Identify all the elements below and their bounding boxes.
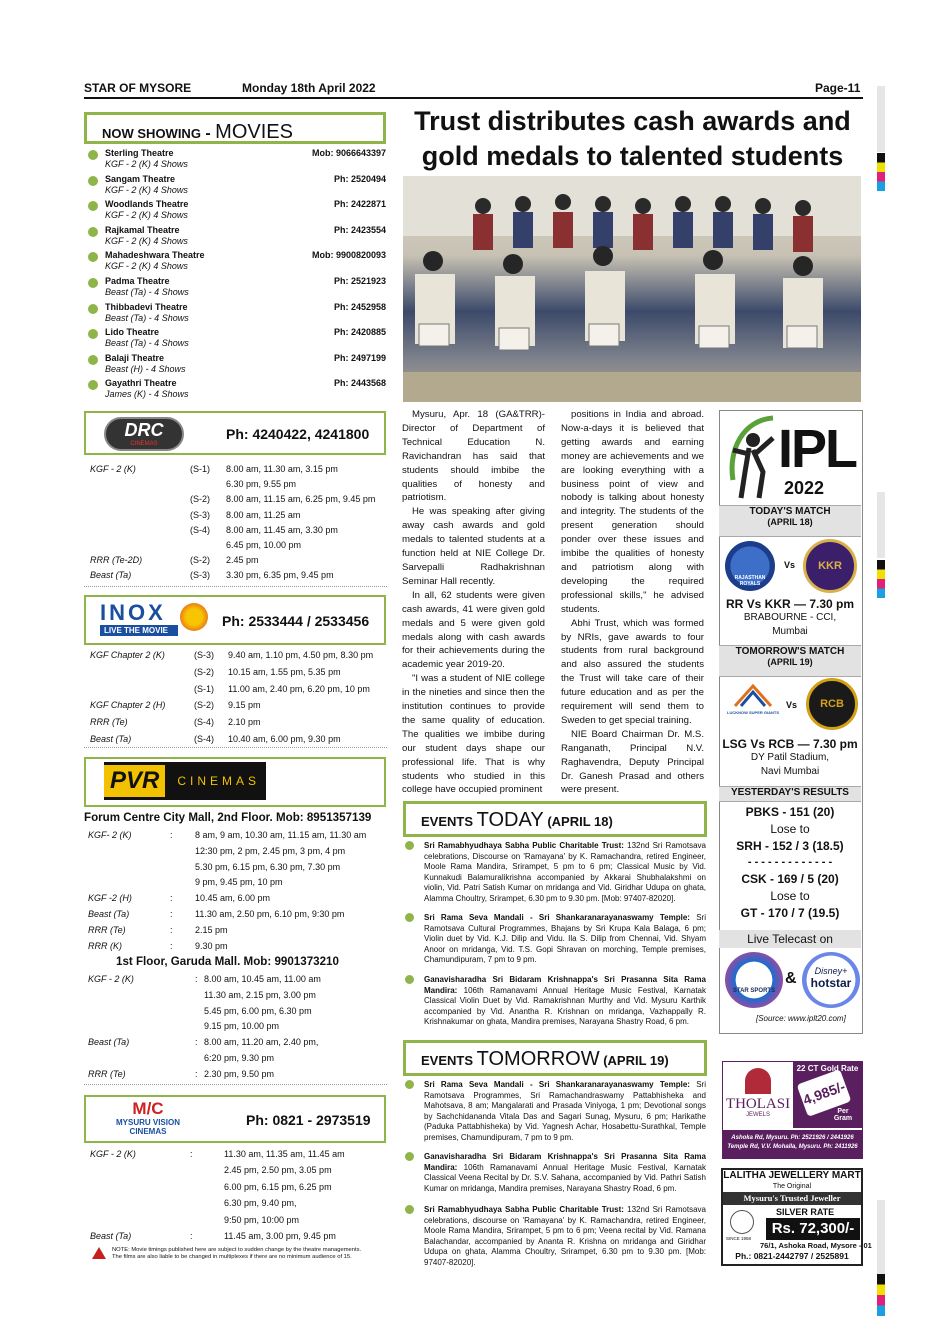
event-item [424, 975, 706, 1028]
film-name: RRR (Te) [90, 717, 128, 728]
show-times: 10.40 am, 6.00 pm, 9.30 pm [228, 734, 341, 744]
schedule-row [90, 1163, 380, 1179]
bullet-icon [88, 227, 98, 237]
inox-sun-icon [180, 603, 208, 631]
tholasi-address: Ashoka Rd, Mysuru. Ph: 2521926 / 2441926 Temple Rd, V.V. Mohalla, Mysuru. Ph: 2411926 [723, 1130, 862, 1158]
theatre-phone: Ph: 2452958 [333, 301, 386, 312]
separator [84, 747, 387, 748]
schedule-row [88, 988, 378, 1004]
bullet-icon [88, 304, 98, 314]
article-paragraph: He was speaking after giving away cash awards and gold medals to talented students at a function held at NIE College Dr. Sarvepalli Radhakrishnan Seminar Hall recently. [402, 506, 545, 587]
inox-phone: Ph: 2533444 / 2533456 [222, 613, 370, 629]
separator-colon: : [190, 1149, 193, 1159]
award-photo-illustration [403, 176, 861, 402]
hotstar-logo: Disney+ hotstar [802, 952, 860, 1008]
theatre-entry [88, 353, 388, 377]
result-line-5: Lose to [770, 889, 810, 903]
theatre-name: Gayathri Theatre [105, 378, 177, 389]
color-registration-strip [877, 153, 885, 191]
theatre-phone: Mob: 9900820093 [311, 250, 386, 261]
vs-label: Vs [786, 700, 798, 710]
theatre-show: KGF - 2 (K) 4 Shows [105, 210, 188, 221]
show-times: 2.15 pm [195, 924, 228, 935]
show-times: 6.45 pm, 10.00 pm [226, 540, 302, 550]
today-match-band: TODAY'S MATCH (APRIL 18) [719, 505, 861, 537]
schedule-row [88, 828, 378, 844]
tomorrow-match-band: TOMORROW'S MATCH (APRIL 19) [719, 645, 861, 677]
theatre-name: Mahadeshwara Theatre [105, 250, 205, 261]
event-item [424, 1080, 706, 1144]
kkr-logo: KKR [803, 539, 857, 593]
theatre-entry [88, 174, 388, 198]
theatre-entry [88, 250, 388, 274]
bullet-icon [405, 1152, 414, 1161]
drc-logo: DRC CINEMAS [104, 417, 184, 451]
ampersand: & [785, 970, 797, 987]
rr-logo: RAJASTHAN ROYALS [725, 541, 775, 591]
theatre-phone: Ph: 2423554 [333, 224, 386, 235]
bullet-icon [405, 1080, 414, 1089]
article-paragraph: Mysuru, Apr. 18 (GA&TRR)- Director of Department of Technical Education N. Ravichandran has said that students should imbibe the qualities of honesty and patriotism. [402, 409, 545, 504]
venue1-line2: Mumbai [772, 626, 808, 637]
page-number: Page-11 [815, 81, 861, 95]
separator-colon: : [190, 1231, 193, 1241]
separator-colon: : [170, 893, 173, 904]
event-organiser: Sri Ramabhyudhaya Sabha Public Charitable Trust: [424, 841, 624, 850]
article-column-1 [402, 408, 545, 797]
tholasi-logo: THOLASI JEWELS [723, 1062, 793, 1128]
venue2-line2: Navi Mumbai [760, 766, 820, 777]
result-line-4: CSK - 169 / 5 (20) [741, 872, 839, 886]
lalitha-trusted: Mysuru's Trusted Jeweller [723, 1192, 861, 1205]
lalitha-silver: SILVER RATE [776, 1207, 835, 1217]
separator [84, 1084, 387, 1085]
show-times: 6.00 pm, 6.15 pm, 6.25 pm [224, 1181, 332, 1192]
show-times: 12:30 pm, 2 pm, 2.45 pm, 3 pm, 4 pm [195, 845, 346, 856]
show-times: 8.00 am, 11.30 am, 3.15 pm [226, 464, 338, 474]
show-times: 5.30 pm, 6.15 pm, 6.30 pm, 7.30 pm [195, 861, 341, 872]
show-times: 9.15 pm [228, 700, 261, 711]
timings-note: NOTE: Movie timings published here are subject to sudden change by the theatre managements. The films are also liable to be changed in multiplexes if there are no minimum audience of 15. [112, 1247, 362, 1260]
separator-colon: : [195, 1068, 198, 1079]
bullet-icon [88, 329, 98, 339]
show-times: 6:20 pm, 9.30 pm [204, 1053, 275, 1063]
schedule-row [90, 477, 380, 492]
separator-colon: : [195, 1037, 198, 1048]
event-details: 106th Ramanavami Annual Heritage Music Festival, Karnatak Classical Violin Duet by Vid. Ramakrishnan Murthy and Vid. Mysuru Karthik accompanied by Vid. Anantha R. Krishnan on mridanga, Vazhappally R. Krishnakumar on ghata, Mandira premises, Narayana Shastry Road, 6 pm. [424, 985, 706, 1027]
lalitha-emblem-icon [730, 1210, 754, 1234]
film-name: KGF - 2 (K) [88, 974, 134, 984]
inox-logo: INOX LIVE THE MOVIE [100, 601, 212, 639]
pvr-garuda-address: 1st Floor, Garuda Mall. Mob: 9901373210 [116, 955, 339, 968]
film-name: RRR (Te-2D) [90, 555, 143, 566]
article-paragraph: positions in India and abroad. Now-a-days it is believed that getting awards and earning money are achievements and we are looking everything with a business point of view and nobody is talking about honesty and integrity. The students of the present generation should ponder over these issues and imbibe the qualities of honesty and patriotism along with developing the required professional skills," he advised students. [561, 409, 704, 615]
ipl-logo-icon [723, 410, 785, 502]
lalitha-address: 76/1, Ashoka Road, Mysore - 01 [760, 1241, 872, 1250]
bullet-icon [405, 841, 414, 850]
theatre-show: KGF - 2 (K) 4 Shows [105, 261, 188, 272]
article-paragraph: "I was a student of NIE college in the nineties and since then the institution continues to provide the same quality of education. The qualities we imbibe during our student days shape our professional life. That is why students who studied in this college have occupied prominent [402, 673, 545, 796]
lsg-logo: LUCKNOW SUPER GIANTS [725, 680, 781, 730]
schedule-row [90, 523, 380, 538]
events-tomorrow-title: EVENTS TOMORROW (APRIL 19) [421, 1048, 669, 1070]
theatre-name: Sangam Theatre [105, 173, 176, 184]
show-times: 2.45 pm [226, 555, 259, 566]
show-times: 11.45 am, 3.00 pm, 9.45 pm [224, 1231, 336, 1241]
schedule-row [88, 1035, 378, 1051]
show-times: 2.45 pm, 2.50 pm, 3.05 pm [224, 1165, 332, 1176]
yesterday-results-band: YESTERDAY'S RESULTS [719, 786, 861, 802]
schedule-row [88, 923, 378, 939]
ipl-year: 2022 [784, 478, 825, 498]
show-times: 8.00 am, 11.15 am, 6.25 pm, 9.45 pm [226, 494, 376, 505]
show-times: 8.00 am, 11.25 am [226, 509, 301, 520]
schedule-row [90, 1147, 380, 1163]
theatre-phone: Ph: 2521923 [333, 276, 386, 286]
show-times: 6.30 pm, 9.40 pm, [224, 1198, 297, 1209]
article-headline: Trust distributes cash awards and gold medals to talented students [414, 106, 851, 171]
show-times: 11.00 am, 2.40 pm, 6.20 pm, 10 pm [228, 683, 370, 694]
event-item [424, 1205, 706, 1269]
theatre-show: James (K) - 4 Shows [105, 389, 189, 400]
event-organiser: Sri Rama Seva Mandali - Sri Shankaranarayanaswamy Temple: [424, 1080, 690, 1089]
article-paragraph: In all, 62 students were given cash awards, 41 were given gold medals and 5 were given gold medals along with cash awards for their achievements during the academic year 2019-20. [402, 589, 545, 671]
event-item [424, 841, 706, 905]
film-name: Beast (Ta) [88, 909, 130, 919]
color-registration-strip [877, 1274, 885, 1316]
bullet-icon [405, 913, 414, 922]
schedule-row [90, 648, 380, 665]
schedule-row [90, 682, 380, 699]
theatre-name: Woodlands Theatre [105, 199, 189, 210]
show-times: 10.15 am, 1.55 pm, 5.35 pm [228, 666, 341, 677]
result-line-6: GT - 170 / 7 (19.5) [740, 906, 840, 920]
separator-colon: : [170, 924, 173, 935]
event-details: 106th Ramanavami Annual Heritage Music Festival, Karnatak Classical Veena Recital by Dr. S.V. Sahana, accompanied by Vid. Pathri Satish Kumar on mridanga, Mandira premises, Narayana Shastry Road, 6 pm. [424, 1162, 706, 1193]
theatre-name: Lido Theatre [105, 327, 160, 338]
bullet-icon [405, 975, 414, 984]
lalitha-price: Rs. 72,300/- [766, 1218, 860, 1240]
theatre-name: Sterling Theatre [105, 148, 174, 158]
events-today-title: EVENTS TODAY (APRIL 18) [421, 809, 613, 831]
grey-registration-bar [877, 492, 885, 558]
bullet-icon [88, 355, 98, 365]
theatre-show: KGF - 2 (K) 4 Shows [105, 159, 188, 169]
match1-text: RR Vs KKR — 7.30 pm [725, 597, 855, 611]
lalitha-name: LALITHA JEWELLERY MART [723, 1170, 861, 1181]
theatre-phone: Ph: 2422871 [333, 199, 386, 210]
pvr-forum-address: Forum Centre City Mall, 2nd Floor. Mob: 8951357139 [84, 811, 372, 824]
theatre-show: Beast (Ta) - 4 Shows [105, 287, 189, 297]
theatre-name: Thibbadevi Theatre [105, 301, 188, 312]
schedule-row [90, 492, 380, 507]
venue1-line1: BRABOURNE - CCI, [743, 612, 837, 623]
film-name: RRR (Te) [88, 1068, 126, 1079]
show-times: 9.30 pm [195, 940, 228, 951]
screen-number: (S-2) [194, 666, 214, 677]
event-details: 132nd Sri Ramotsava celebrations, Discourse on 'Ramayana' by K. Ramachandra, retired Engineer, Moole Rama Mandira, Srirampet, 5 pm to 6 pm; Classical Music by Vid. Kunnakudi Balamuralikrishna accompanied by Akkarai Shubhalakshmi on violin, Vid. Patri Satish Kumar on mridanga and Vid. Giridhar Udupa on ghata, Alamma Choultry, Srirampet, 6.30 pm to 9.30 pm. [Mob: 97407-82020]. [424, 841, 706, 903]
schedule-row [90, 698, 380, 715]
schedule-row [88, 1051, 378, 1067]
screen-number: (S-2) [190, 555, 210, 566]
show-times: 11.30 am, 11.35 am, 11.45 am [224, 1149, 345, 1159]
theatre-entry [88, 276, 388, 300]
show-times: 9 pm, 9.45 pm, 10 pm [195, 877, 283, 888]
result-line-1: PBKS - 151 (20) [745, 805, 835, 819]
event-organiser: Sri Ramabhyudhaya Sabha Public Charitable Trust: [424, 1205, 624, 1214]
show-times: 2.10 pm [228, 717, 261, 728]
separator-colon: : [170, 940, 173, 951]
header-rule [84, 97, 863, 99]
film-name: RRR (Te) [88, 924, 126, 935]
schedule-row [88, 1004, 378, 1020]
screen-number: (S-1) [194, 683, 214, 694]
schedule-row [88, 907, 378, 923]
bullet-icon [88, 278, 98, 288]
article-paragraph: Abhi Trust, which was formed by NRIs, gave awards to four students from rural background and also assured the students the Trust will take care of their future education and as per the requirement will send them to Sweden to get special training. [561, 617, 704, 726]
lalitha-original: The Original [772, 1183, 812, 1190]
show-times: 11.30 am, 2.15 pm, 3.00 pm [204, 989, 316, 1000]
theatre-name: Rajkamal Theatre [105, 224, 180, 235]
drc-phone: Ph: 4240422, 4241800 [226, 426, 370, 442]
theatre-phone: Ph: 2420885 [333, 327, 386, 338]
award-photo [403, 176, 861, 402]
schedule-row [90, 715, 380, 732]
bullet-icon [88, 380, 98, 390]
screen-number: (S-4) [190, 524, 210, 535]
schedule-row [88, 891, 378, 907]
screen-number: (S-2) [190, 494, 210, 505]
theatre-entry [88, 225, 388, 249]
show-times: 8 am, 9 am, 10.30 am, 11.15 am, 11.30 am [195, 830, 367, 840]
film-name: Beast (Ta) [88, 1037, 130, 1048]
now-showing-label: NOW SHOWING - MOVIES [102, 121, 293, 143]
show-times: 8.00 am, 11.20 am, 2.40 pm, [204, 1037, 319, 1048]
theatre-entry [88, 327, 388, 351]
film-name: Beast (Ta) [90, 734, 132, 744]
result-divider: - - - - - - - - - - - - - [747, 856, 833, 868]
schedule-row [90, 538, 380, 553]
screen-number: (S-3) [190, 570, 210, 581]
schedule-row [90, 462, 380, 477]
rcb-logo: RCB [806, 678, 858, 730]
ipl-logo-text: IPL [778, 419, 857, 479]
show-times: 9.40 am, 1.10 pm, 4.50 pm, 8.30 pm [228, 650, 374, 660]
schedule-row [88, 844, 378, 860]
event-organiser: Ganavisharadha Sri Bidaram Krishnappa's Sri Prasanna Sita Rama Mandira: [424, 975, 706, 995]
show-times: 8.00 am, 10.45 am, 11.00 am [204, 974, 321, 984]
schedule-row [90, 568, 380, 583]
vs-label: Vs [784, 560, 796, 570]
screen-number: (S-3) [190, 509, 210, 520]
film-name: Beast (Ta) [90, 1231, 132, 1241]
schedule-row [88, 939, 378, 955]
screen-number: (S-4) [194, 717, 214, 728]
separator-colon: : [170, 909, 173, 919]
bullet-icon [88, 150, 98, 160]
screen-number: (S-2) [194, 700, 214, 711]
event-organiser: Sri Rama Seva Mandali - Sri Shankaranarayanaswamy Temple: [424, 913, 690, 922]
bullet-icon [88, 176, 98, 186]
result-line-2: Lose to [770, 822, 810, 836]
show-times: 8.00 am, 11.45 am, 3.30 pm [226, 524, 338, 535]
schedule-row [88, 1019, 378, 1035]
separator-colon: : [195, 974, 198, 984]
theatre-entry [88, 302, 388, 326]
schedule-row [90, 1213, 380, 1229]
theatre-show: Beast (Ta) - 4 Shows [105, 312, 189, 323]
film-name: KGF Chapter 2 (K) [90, 650, 165, 660]
bullet-icon [88, 252, 98, 262]
tholasi-rate-panel: 22 CT Gold Rate 4,985/- Per Gram [793, 1062, 862, 1128]
event-details: Sri Ramotsava Cultural Programmes, Bhajans by Sri Krupa Kala Balaga, 6 pm; Violin duet by Vid. K.J. Dilip and Vidu. Ila S. Dilip from Chennai, Vid. Shyam Anoor on mridanga, Vid. T.S. Gopi Shravan on morching, Temple premises, Chamundipuram, 7 pm to 9 pm. [424, 913, 707, 965]
lalitha-phone: Ph.: 0821-2442797 / 2525891 [735, 1251, 849, 1261]
theatre-show: Beast (Ta) - 4 Shows [105, 338, 189, 349]
bullet-icon [88, 201, 98, 211]
theatre-show: KGF - 2 (K) 4 Shows [105, 184, 188, 195]
lalitha-since: SINCE 1958 [726, 1236, 752, 1241]
tholasi-price-tag: 4,985/- [797, 1069, 852, 1117]
event-organiser: Ganavisharadha Sri Bidaram Krishnappa's Sri Prasanna Sita Rama Mandira: [424, 1152, 706, 1172]
schedule-row [90, 665, 380, 682]
show-times: 5.45 pm, 6.00 pm, 6.30 pm [204, 1005, 312, 1016]
schedule-row [90, 1229, 380, 1245]
screen-number: (S-1) [190, 464, 210, 474]
paper-name: STAR OF MYSORE [84, 81, 192, 95]
show-times: 9:50 pm, 10:00 pm [224, 1214, 300, 1225]
film-name: KGF -2 (H) [88, 893, 132, 904]
theatre-entry [88, 378, 388, 402]
grey-registration-bar [877, 86, 885, 152]
separator-colon: : [170, 830, 173, 840]
theatre-entry [88, 199, 388, 223]
screen-number: (S-4) [194, 734, 214, 744]
bullet-icon [405, 1205, 414, 1214]
venue2-line1: DY Patil Stadium, [750, 752, 830, 763]
mysuru-logo: M/C MYSURU VISION CINEMAS [115, 1099, 180, 1136]
show-times: 6.30 pm, 9.55 pm [226, 479, 297, 490]
article-paragraph: NIE Board Chairman Dr. M.S. Ranganath, Principal N.V. Raghavendra, Deputy Principal Dr. Ganesh Prasad and others were present. [561, 728, 704, 796]
ipl-source: [Source: www.iplt20.com] [756, 1014, 846, 1023]
color-registration-strip [877, 560, 885, 598]
event-item [424, 1152, 706, 1194]
show-times: 10.45 am, 6.00 pm [195, 893, 271, 904]
event-details: 132nd Sri Ramotsava celebrations, discourse on 'Ramayana' by K. Ramachandra, retired Engineer, Moole Rama Mandira, Srirampet, 5 pm to 6 pm; Veena recital by Vid. Ramana Balachandar, accompanied by Ananta R. Krishna on mridanga and Giridhar Udupa on ghata, Alamma Choultry, Srirampet, 6.30 pm to 9.30 pm. [Mob: 97407-82020]. [424, 1205, 706, 1267]
show-times: 9.15 pm, 10.00 pm [204, 1021, 280, 1032]
show-times: 2.30 pm, 9.50 pm [204, 1068, 275, 1079]
event-details: Sri Ramotsava Programmes, Sri Ramachandraswamy Pattabhisheka and Mahotsava, 8 am; Mangalarati and Prasada Viniyoga, 1 pm; Devotional songs by Sachchidananda Vitala Das and Sagari Sunag, Mysuru, 6 pm; Harikathe (Paduka Pattabhisheka) by Vid. Yagnesh Achar, Hosabettu-Surathkal, Temple premises, Chamundipuram, 7 pm to 9 pm. [424, 1080, 707, 1142]
telecast-band: Live Telecast on [719, 930, 861, 948]
schedule-row [90, 508, 380, 523]
article-column-2 [561, 408, 704, 797]
film-name: RRR (K) [88, 940, 122, 951]
film-name: KGF - 2 (K) [90, 464, 136, 474]
screen-number: (S-3) [194, 650, 214, 660]
schedule-row [88, 860, 378, 876]
event-item [424, 913, 706, 966]
theatre-show: KGF - 2 (K) 4 Shows [105, 235, 188, 246]
theatre-name: Balaji Theatre [105, 352, 165, 363]
issue-date: Monday 18th April 2022 [242, 81, 376, 95]
theatre-entry [88, 148, 388, 172]
schedule-row [88, 972, 378, 988]
tholasi-lotus-icon [745, 1068, 771, 1094]
schedule-row [90, 1180, 380, 1196]
result-line-3: SRH - 152 / 3 (18.5) [736, 839, 844, 853]
grey-registration-bar [877, 1200, 885, 1274]
film-name: KGF - 2 (K) [90, 1149, 136, 1159]
show-times: 11.30 am, 2.50 pm, 6.10 pm, 9:30 pm [195, 909, 345, 919]
pvr-logo: PVR CINEMAS [104, 762, 266, 800]
theatre-phone: Ph: 2443568 [333, 378, 386, 389]
warning-icon [92, 1247, 106, 1259]
theatre-phone: Ph: 2520494 [333, 173, 386, 184]
theatre-phone: Ph: 2497199 [333, 352, 386, 363]
schedule-row [88, 875, 378, 891]
match2-text: LSG Vs RCB — 7.30 pm [722, 737, 858, 751]
separator [84, 586, 387, 587]
theatre-name: Padma Theatre [105, 276, 170, 286]
film-name: KGF- 2 (K) [88, 830, 132, 840]
film-name: Beast (Ta) [90, 570, 132, 581]
star-sports-logo: STAR SPORTS [725, 952, 783, 1008]
mysuru-phone: Ph: 0821 - 2973519 [246, 1112, 371, 1128]
schedule-row [90, 1196, 380, 1212]
theatre-show: Beast (H) - 4 Shows [105, 363, 186, 374]
film-name: KGF Chapter 2 (H) [90, 700, 166, 711]
schedule-row [88, 1067, 378, 1083]
theatre-phone: Mob: 9066643397 [311, 148, 386, 158]
schedule-row [90, 553, 380, 568]
show-times: 3.30 pm, 6.35 pm, 9.45 pm [226, 570, 334, 581]
